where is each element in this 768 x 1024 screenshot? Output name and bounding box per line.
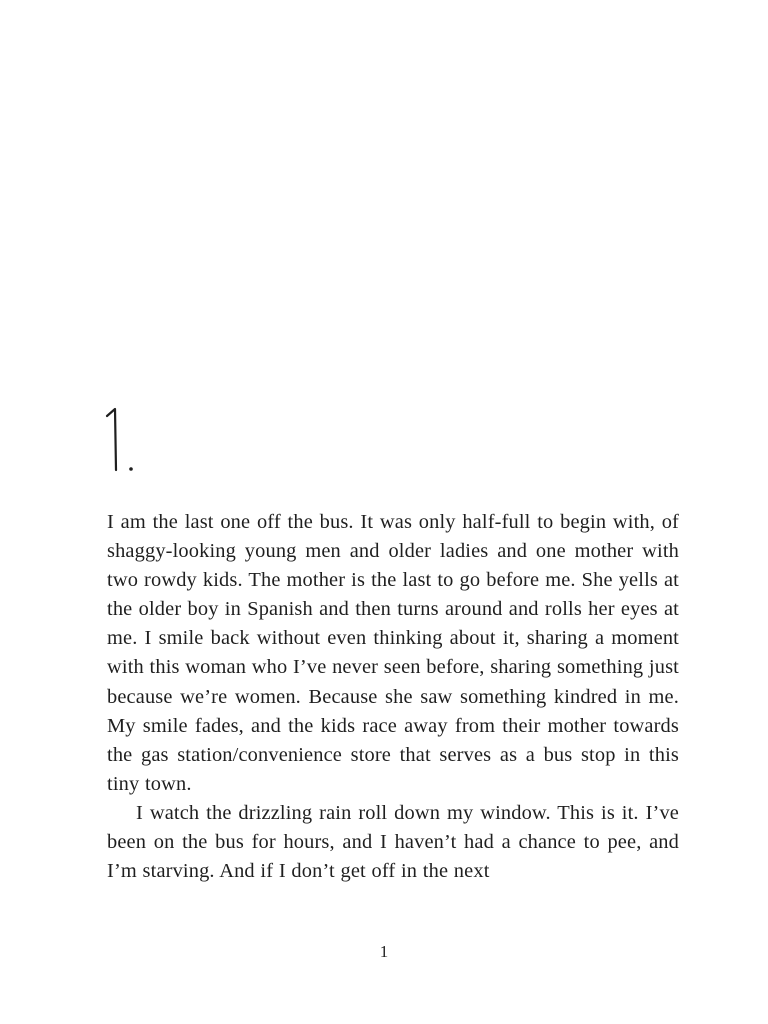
paragraph-2: I watch the drizzling rain roll down my window. This is it. I’ve been on the bus for hours, and I haven’t had a chance to pee, and I’m starving. And if I don’t get off in the next (107, 801, 679, 883)
body-text (107, 508, 679, 886)
chapter-number (104, 398, 304, 478)
page-number: 1 (379, 942, 389, 961)
chapter-number-glyph (104, 398, 164, 478)
paragraph-1: I am the last one off the bus. It was only half-full to begin with, of shaggy-looking young men and older ladies and one mother with two rowdy kids. The mother is the last to go before me. She yells at the older boy in Spanish and then turns around and rolls her eyes at me. I smile back without even thinking about it, sharing a moment with this woman who I’ve never seen before, sharing something just because we’re women. Because she saw something kindred in me. My smile fades, and the kids race away from their mother towards the gas station/convenience store that serves as a bus stop in this tiny town. (107, 511, 679, 795)
